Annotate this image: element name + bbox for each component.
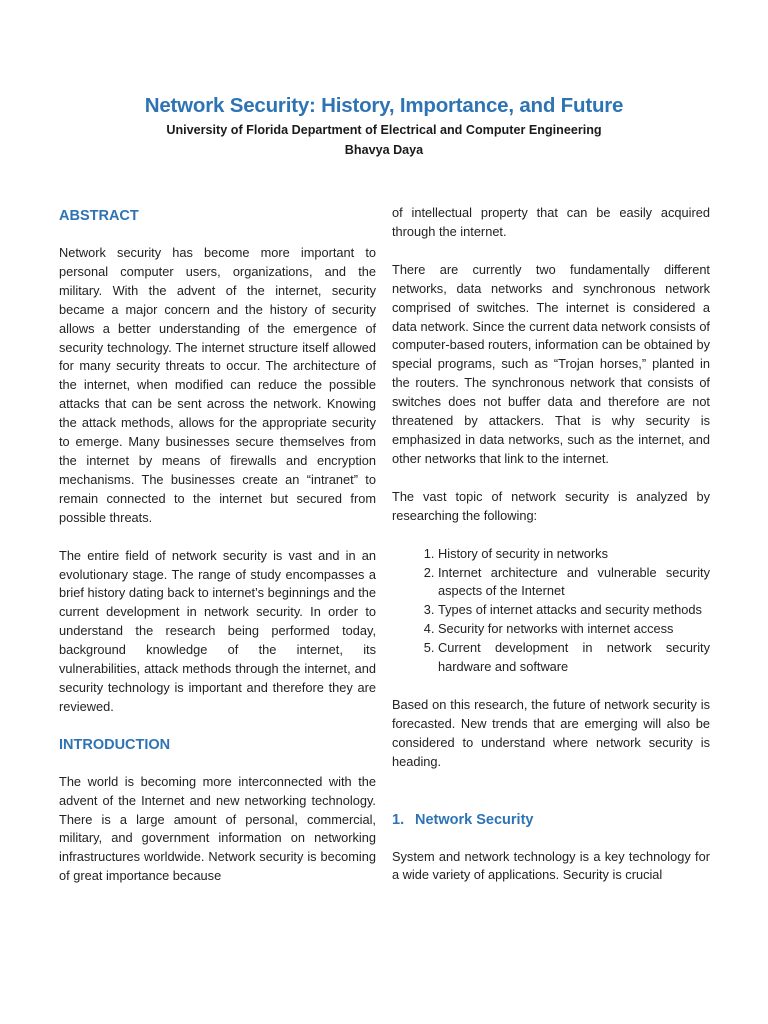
introduction-paragraph-1: The world is becoming more interconnected with the advent of the Internet and new networking technology. There is a large amount of personal, commercial, military, and government information on networking infrastructures worldwide. Network security is becoming of great importance because	[59, 773, 376, 884]
author-name: Bhavya Daya	[344, 143, 424, 157]
paper-title: Network Security: History, Importance, and Future	[144, 94, 624, 117]
introduction-heading: INTRODUCTION	[59, 736, 171, 753]
forecast-paragraph: Based on this research, the future of network security is forecasted. New trends that are emerging will also be considered to understand where network security is heading.	[392, 696, 710, 769]
list-item: 1. History of security in networks	[438, 545, 710, 564]
research-topics-list	[392, 545, 710, 677]
abstract-paragraph-1: Network security has become more important to personal computer users, organizations, and the military. With the advent of the internet, security became a major concern and the history of security allows a better understanding of the emergence of security technology. The internet structure itself allowed for many security threats to occur. The architecture of the internet, when modified can reduce the possible attacks that can be sent across the network. Knowing the attack methods, allows for the appropriate security to emerge. Many businesses secure themselves from the internet by means of firewalls and encryption mechanisms. The businesses create an “intranet” to remain connected to the internet but secured from possible threats.	[59, 245, 376, 525]
research-topics-intro: The vast topic of network security is analyzed by researching the following:	[392, 488, 710, 523]
networks-paragraph: There are currently two fundamentally different networks, data networks and synchronous network comprised of switches. The internet is considered a data network. Since the current data network consists of computer-based routers, information can be obtained by special programs, such as “Trojan horses,” planted in the routers. The synchronous network that consists of switches does not buffer data and therefore are not threatened by attackers. That is why security is emphasized in data networks, such as the internet, and other networks that link to the internet.	[392, 261, 710, 466]
right-column	[392, 204, 710, 885]
list-item: 4. Security for networks with internet access	[438, 620, 710, 639]
section-1-title: Network Security	[415, 811, 534, 828]
list-item: 3. Types of internet attacks and security methods	[438, 601, 710, 620]
section-1-number: 1.	[392, 811, 405, 828]
affiliation: University of Florida Department of Electrical and Computer Engineering	[166, 123, 602, 137]
abstract-paragraph-2: The entire field of network security is vast and in an evolutionary stage. The range of study encompasses a brief history dating back to internet’s beginnings and the current development in network security. In order to understand the research being performed today, background knowledge of the internet, its vulnerabilities, attack methods through the internet, and security technology is important and therefore they are reviewed.	[59, 547, 376, 714]
abstract-heading: ABSTRACT	[59, 208, 139, 224]
section-1-heading	[392, 810, 710, 830]
section-1-paragraph: System and network technology is a key technology for a wide variety of applications. Security is crucial	[392, 848, 710, 883]
left-column	[59, 204, 376, 886]
list-item: 5. Current development in network security hardware and software	[438, 639, 710, 677]
intro-continued-paragraph: of intellectual property that can be easily acquired through the internet.	[392, 205, 710, 239]
list-item: 2. Internet architecture and vulnerable security aspects of the Internet	[438, 564, 710, 602]
